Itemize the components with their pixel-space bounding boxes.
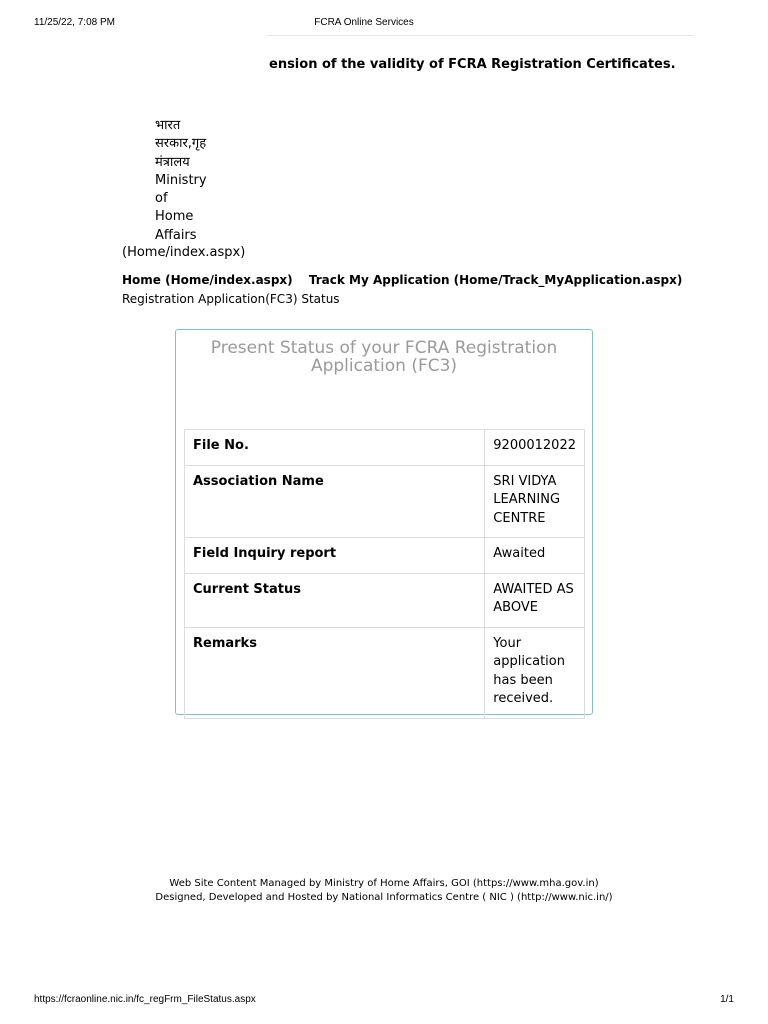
table-row: [185, 573, 585, 627]
logo-line: मंत्रालय: [155, 154, 190, 170]
logo-line: of: [155, 191, 168, 207]
nav-home-link[interactable]: Home (Home/index.aspx): [122, 273, 293, 287]
print-url: https://fcraonline.nic.in/fc_regFrm_FileStatus.aspx: [34, 994, 256, 1005]
footer-content-managed: Web Site Content Managed by Ministry of Home Affairs, GOI (https://www.mha.gov.in): [169, 878, 599, 889]
site-footer: [0, 877, 768, 905]
logo-line: Ministry: [155, 172, 207, 188]
print-timestamp: 11/25/22, 7:08 PM: [34, 17, 115, 28]
current-status-label: Current Status: [185, 573, 485, 627]
logo-line: सरकार,गृह: [155, 136, 207, 152]
table-row: [185, 627, 585, 718]
ministry-logo-link[interactable]: [155, 117, 207, 245]
footer-hosted-by: Designed, Developed and Hosted by National Informatics Centre ( NIC ) (http://www.nic.in/): [155, 892, 613, 903]
news-marquee[interactable]: ension of the validity of FCRA Registration Certificates.: [269, 57, 676, 72]
main-nav: [122, 273, 682, 287]
file-no-value: 9200012022: [485, 430, 585, 466]
status-card: [175, 329, 593, 715]
logo-line: Home: [155, 209, 194, 225]
field-inquiry-value: Awaited: [485, 538, 585, 574]
table-row: [185, 538, 585, 574]
logo-line: Affairs: [155, 227, 197, 243]
breadcrumb: Registration Application(FC3) Status: [122, 292, 340, 306]
file-no-label: File No.: [185, 430, 485, 466]
field-inquiry-label: Field Inquiry report: [185, 538, 485, 574]
association-name-label: Association Name: [185, 465, 485, 538]
card-title-line: Present Status of your FCRA Registration: [210, 338, 558, 358]
print-page-title: FCRA Online Services: [314, 17, 414, 28]
logo-line: भारत: [155, 118, 181, 133]
nav-track-application-link[interactable]: Track My Application (Home/Track_MyApplication.aspx): [308, 273, 683, 287]
card-title-line: Application (FC3): [310, 356, 458, 376]
header-divider: [267, 35, 694, 36]
remarks-value: Your application has been received.: [485, 627, 585, 718]
remarks-label: Remarks: [185, 627, 485, 718]
association-name-value: SRI VIDYA LEARNING CENTRE: [485, 465, 585, 538]
print-page-number: 1/1: [720, 994, 734, 1005]
table-row: [185, 465, 585, 538]
logo-href-text[interactable]: (Home/index.aspx): [122, 245, 246, 260]
status-table: [184, 429, 585, 719]
card-title: [176, 339, 592, 375]
current-status-value: AWAITED AS ABOVE: [485, 573, 585, 627]
table-row: [185, 430, 585, 466]
